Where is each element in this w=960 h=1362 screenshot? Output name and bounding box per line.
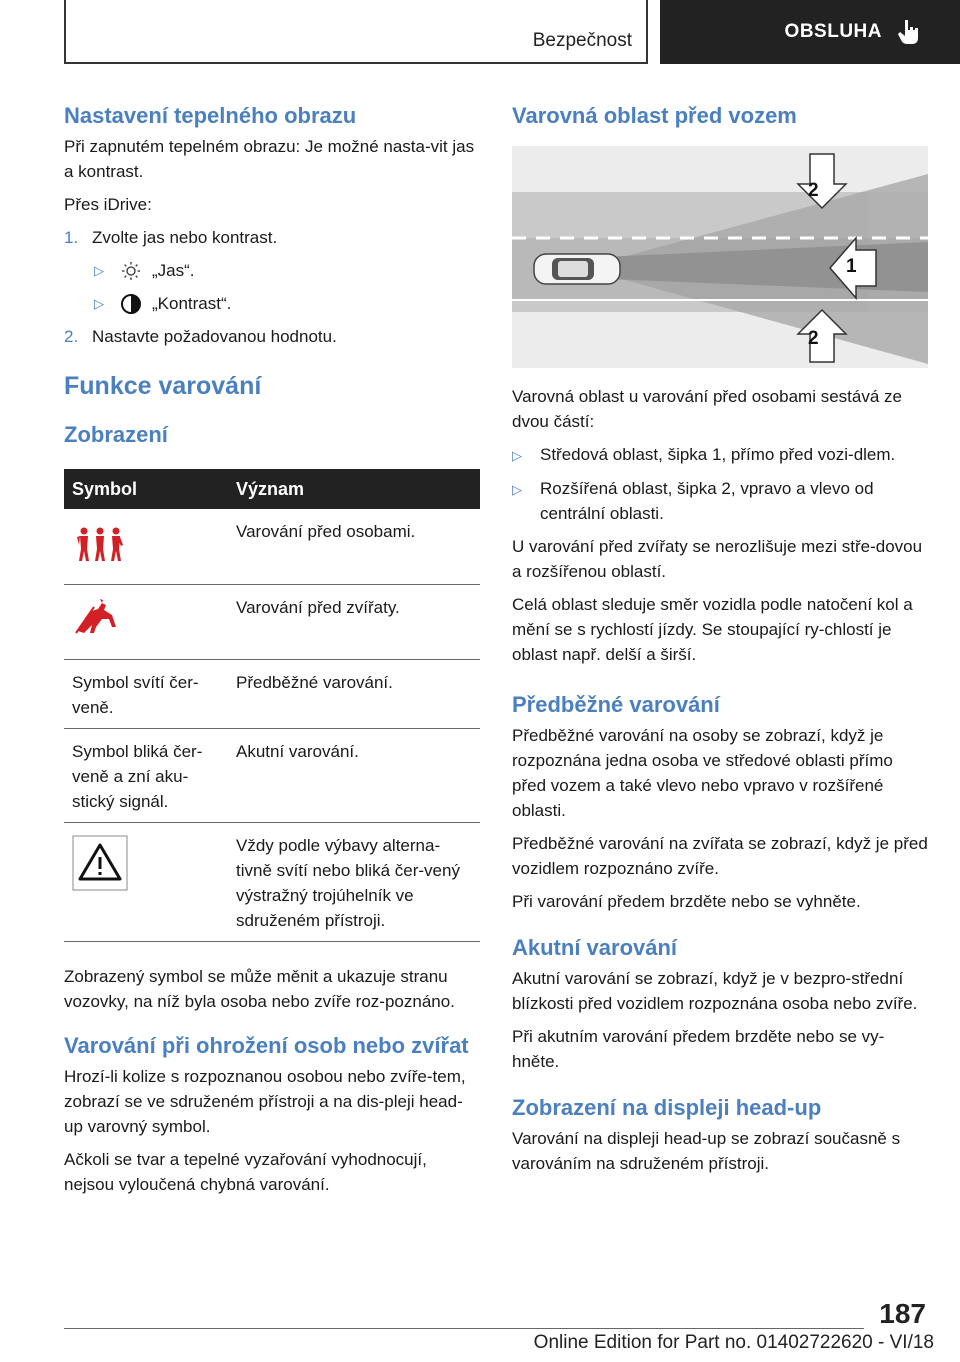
table-row [64, 728, 480, 822]
table-row [64, 822, 480, 941]
symbol-cell [64, 509, 228, 584]
sub-step-brightness [64, 258, 480, 283]
list-item [512, 476, 928, 526]
list-item [512, 442, 928, 468]
paragraph-whole-area: Celá oblast sleduje směr vozidla podle natočení kol a mění se s rychlostí jízdy. Se stoupající ry-chlostí je oblast např. delší a širší. [512, 595, 913, 664]
symbol-table [64, 469, 480, 942]
page-number: 187 [879, 1298, 926, 1329]
table-row [64, 584, 480, 659]
paragraph-hud: Varování na displeji head-up se zobrazí současně s varováním na sdruženém přístroji. [512, 1129, 901, 1173]
column-header-meaning: Význam [228, 469, 480, 509]
list-item-text: Rozšířená oblast, šipka 2, vpravo a vlevo od centrální oblasti. [540, 479, 874, 523]
step-text: Nastavte požadovanou hodnotu. [92, 327, 337, 346]
warning-area-diagram [512, 146, 928, 368]
paragraph-threat-2: Ačkoli se tvar a tepelné vyzařování vyhodnocují, nejsou vyloučená chybná varování. [64, 1149, 427, 1194]
paragraph-pre-2: Předběžné varování na zvířata se zobrazí, když je před vozidlem rozpoznáno zvíře. [512, 834, 928, 878]
paragraph-animals: U varování před zvířaty se nerozlišuje mezi stře-dovou a rozšířenou oblastí. [512, 537, 923, 581]
triangle-bullet-icon: ▷ [94, 263, 104, 278]
heading-pre-warning: Předběžné varování [512, 692, 720, 717]
heading-warning-area: Varovná oblast před vozem [512, 103, 797, 128]
paragraph-idrive: Přes iDrive: [64, 195, 152, 214]
warning-triangle-icon [72, 835, 128, 891]
meaning-cell: Vždy podle výbavy alterna-tivně svítí nebo bliká čer-vený výstražný trojúhelník ve sdruženém přístroji. [228, 822, 480, 941]
meaning-cell: Varování před osobami. [228, 509, 480, 584]
heading-acute-warning: Akutní varování [512, 935, 678, 960]
paragraph-pre-1: Předběžné varování na osoby se zobrazí, když je rozpoznána jedna osoba ve středové oblasti přímo před vozem a také vlevo nebo vpravo v rozšířené oblasti. [512, 726, 893, 820]
pedestrians-warning-icon [72, 525, 126, 565]
heading-threat-warning: Varování při ohrožení osob nebo zvířat [64, 1032, 469, 1058]
heading-thermal-image: Nastavení tepelného obrazu [64, 103, 357, 128]
triangle-bullet-icon: ▷ [94, 296, 104, 311]
meaning-cell: Varování před zvířaty. [228, 584, 480, 659]
paragraph-acute-1: Akutní varování se zobrazí, když je v bezpro-střední blízkosti před vozidlem rozpoznána osoba nebo zvíře. [512, 969, 918, 1013]
heading-warning-functions: Funkce varování [64, 372, 262, 400]
heading-display: Zobrazení [64, 422, 168, 447]
paragraph-symbol-change: Zobrazený symbol se může měnit a ukazuje stranu vozovky, na níž byla osoba nebo zvíře roz-poznáno. [64, 966, 455, 1011]
symbol-cell: Symbol svítí čer-veně. [64, 659, 228, 728]
sub-step-contrast [64, 291, 480, 316]
paragraph-threat-1: Hrozí-li kolize s rozpoznanou osobou nebo zvíře-tem, zobrazí se ve sdruženém přístroji a na dis-pleji head-up varovný symbol. [64, 1066, 466, 1136]
diagram-label: 1 [846, 256, 857, 277]
column-header-symbol: Symbol [64, 469, 228, 509]
paragraph-thermal: Při zapnutém tepelném obrazu: Je možné nasta-vit jas a kontrast. [64, 137, 475, 181]
header-chapter-tab [660, 0, 960, 64]
meaning-cell: Předběžné varování. [228, 659, 480, 728]
sub-step-text: „Kontrast“. [152, 294, 232, 313]
animal-warning-icon [72, 597, 126, 637]
list-item-text: Středová oblast, šipka 1, přímo před vozi-dlem. [540, 445, 896, 464]
car-icon [534, 254, 620, 284]
footer-edition: Online Edition for Part no. 01402722620 - VI/18 [533, 1332, 934, 1353]
triangle-bullet-icon: ▷ [512, 448, 522, 463]
paragraph-pre-3: Při varování předem brzděte nebo se vyhněte. [512, 892, 861, 911]
header-chapter-title: OBSLUHA [784, 21, 882, 42]
step-1 [64, 225, 480, 250]
meaning-cell: Akutní varování. [228, 728, 480, 822]
symbol-cell [64, 584, 228, 659]
heading-hud: Zobrazení na displeji head-up [512, 1095, 822, 1120]
diagram-label: 2 [808, 328, 819, 349]
contrast-icon [120, 293, 142, 315]
symbol-cell: Symbol bliká čer-veně a zní aku-stický signál. [64, 728, 228, 822]
symbol-cell [64, 822, 228, 941]
triangle-bullet-icon: ▷ [512, 482, 522, 497]
footer-divider [64, 1328, 864, 1329]
right-column [512, 100, 928, 1176]
step-text: Zvolte jas nebo kontrast. [92, 228, 278, 247]
table-row [64, 509, 480, 584]
brightness-sun-icon [120, 260, 142, 282]
paragraph-acute-2: Při akutním varování předem brzděte nebo se vy-hněte. [512, 1027, 885, 1071]
step-2 [64, 324, 480, 349]
header-section-box [64, 0, 648, 64]
hand-pointer-icon [896, 18, 922, 46]
left-column [64, 100, 480, 1197]
step-number: 1. [64, 228, 79, 247]
sub-step-text: „Jas“. [152, 261, 195, 280]
diagram-label: 2 [808, 180, 819, 201]
header-section-title: Bezpečnost [532, 30, 632, 51]
step-number: 2. [64, 327, 79, 346]
paragraph-area: Varovná oblast u varování před osobami sestává ze dvou částí: [512, 387, 902, 431]
table-row [64, 659, 480, 728]
